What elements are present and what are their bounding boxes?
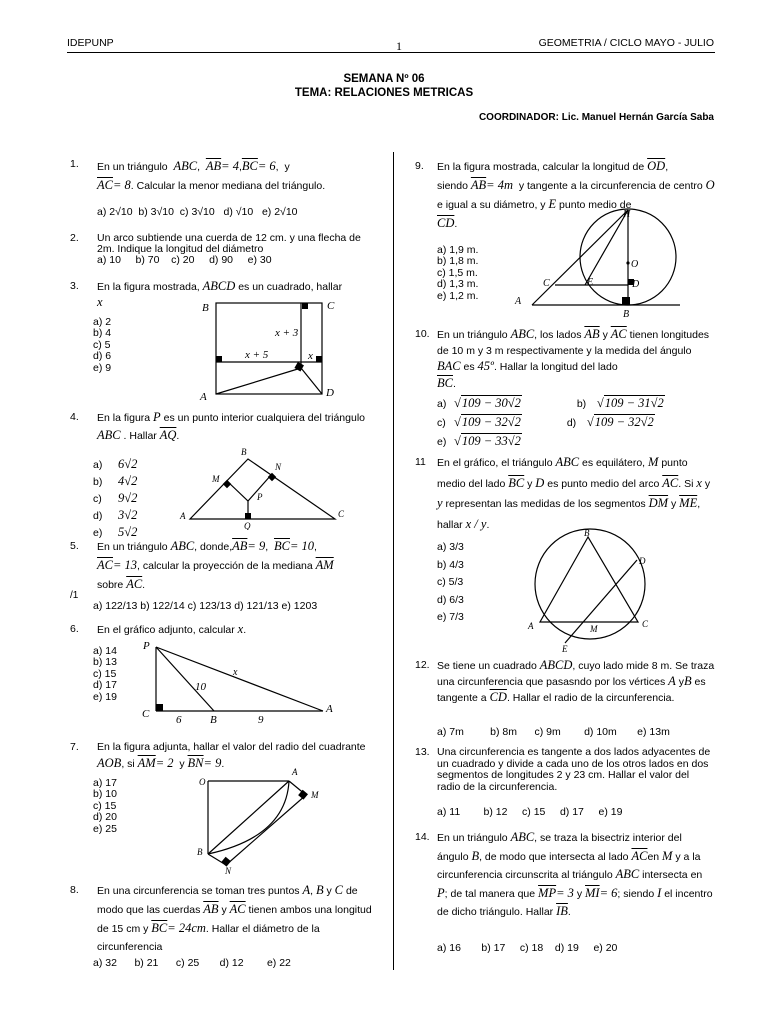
q9-label-E: E: [587, 277, 594, 288]
header-left: IDEPUNP: [67, 37, 114, 49]
q3-figure: [195, 298, 345, 404]
q6-label-P: P: [143, 640, 150, 652]
question-13: 13. Una circunferencia es tangente a dos lados adyacentes de un cuadrado y divide a cada uno de los otros lados en dos segmentos de longitudes 2 y 23 cm. Hallar el valor del radio de la circunferencia.: [415, 746, 711, 793]
q11-label-D: D: [639, 556, 646, 566]
q11-label-B: B: [584, 528, 590, 538]
q6-label-A: A: [326, 703, 333, 715]
coordinator: COORDINADOR: Lic. Manuel Hernán García Saba: [478, 112, 714, 123]
q1-options: a) 2√10 b) 3√10 c) 3√10 d) √10 e) 2√10: [97, 206, 298, 218]
question-9: 9. En la figura mostrada, calcular la longitud de $\overline{OD}$, siendo $\overline{AB}= 4m$ y tangente a la circunferencia de centro O e igual a su diámetro, y E punto medio de $\overline{CD}$.: [415, 159, 715, 230]
q11-figure: [520, 527, 660, 655]
question-8: 8. En una circunferencia se toman tres puntos A, B y C de modo que las cuerdas $\overline{AB}$ y $\overline{AC}$ tienen ambos una longitud de 15 cm y $\overline{BC}= 24cm$. Hallar el diámetro de la circunferencia: [70, 883, 372, 953]
q4-label-C: C: [338, 509, 345, 519]
q4-label-Q: Q: [244, 521, 251, 530]
question-12: 12. Se tiene un cuadrado ABCD, cuyo lado mide 8 m. Se traza una circunferencia que pasasndo por los vértices A yB es tangente a $\overline{CD}$. Hallar el radio de la circunferencia.: [415, 658, 715, 704]
q5-stray-mark: /1: [70, 590, 79, 601]
q6-label-6: 6: [176, 714, 182, 726]
q7-label-O: O: [199, 777, 206, 787]
q3-label-A: A: [200, 391, 207, 403]
q7-figure: [193, 767, 328, 875]
q11-options: a) 3/3 b) 4/3 c) 5/3 d) 6/3 e) 7/3: [437, 541, 464, 623]
question-1: 1. En un triángulo ABC, $\overline{AB}= 4,\overline{BC}= 6$, y $\overline{AC}= 8$. Calcular la menor mediana del triángulo. a) 2√10 b) 3√10 c) 3√10 d) √10 e) 2√10: [70, 157, 372, 220]
week-title: SEMANA Nº 06: [343, 73, 425, 85]
q7-label-M: M: [311, 790, 319, 800]
header-rule: [67, 52, 715, 53]
q6-options: a) 14 b) 13 c) 15 d) 17 e) 19: [93, 645, 117, 703]
q3-options: a) 2 b) 4 c) 5 d) 6 e) 9: [93, 316, 112, 374]
q10-options: a) √109 − 30√2 b) √109 − 31√2 c) √109 − 32√2 d) √109 − 32√2 e) √109 − 33√2: [437, 396, 664, 448]
q12-options: a) 7m b) 8m c) 9m d) 10m e) 13m: [437, 726, 670, 738]
q3-label-C: C: [327, 300, 335, 312]
q4-figure: [175, 444, 350, 530]
q6-label-x: x: [233, 667, 238, 678]
question-5: 5. En un triángulo ABC, $donde,\overline{AB}= 9$, $\overline{BC}= 10$, $\overline{AC}= 13$, calcular la proyección de la mediana $\overline{AM}$ sobre $\overline{AC}$.: [70, 539, 334, 591]
question-6: 6. En el gráfico adjunto, calcular x.: [70, 622, 247, 636]
q7-label-N: N: [225, 866, 232, 875]
q6-label-10: 10: [195, 681, 206, 693]
q6-figure: [138, 637, 343, 727]
q3-label-B: B: [202, 302, 209, 314]
topic-title: TEMA: RELACIONES METRICAS: [294, 87, 474, 99]
q5-options: a) 122/13 b) 122/14 c) 123/13 d) 121/13 e) 1203: [93, 600, 318, 612]
q3-label-x5: x + 5: [245, 349, 269, 361]
q3-label-x: x: [308, 350, 313, 362]
q9-label-O: O: [631, 259, 639, 270]
q7-options: a) 17 b) 10 c) 15 d) 20 e) 25: [93, 777, 117, 835]
q13-options: a) 11 b) 12 c) 15 d) 17 e) 19: [437, 806, 623, 818]
question-4: 4. En la figura P es un punto interior cualquiera del triángulo ABC . Hallar $\overline{AQ}$.: [70, 410, 365, 442]
column-divider: [393, 152, 394, 970]
q11-label-A: A: [528, 621, 534, 631]
q4-options: a) 6√2 b) 4√2 c) 9√2 d) 3√2 e) 5√2: [93, 457, 138, 539]
q7-label-A: A: [292, 767, 298, 777]
question-3: 3. En la figura mostrada, ABCD es un cuadrado, hallar x: [70, 279, 343, 309]
q7-label-B: B: [197, 847, 203, 857]
q3-label-x3: x + 3: [275, 327, 299, 339]
q4-label-A: A: [180, 511, 186, 521]
q4-label-P: P: [257, 492, 263, 502]
q8-options: a) 32 b) 21 c) 25 d) 12 e) 22: [93, 957, 291, 969]
q4-label-M: M: [212, 474, 220, 484]
q9-label-C: C: [543, 278, 550, 289]
q9-figure: [510, 205, 710, 320]
q9-label-D: D: [632, 279, 640, 290]
q11-label-E: E: [562, 644, 568, 654]
q11-label-M: M: [590, 624, 598, 634]
q4-label-B: B: [241, 447, 247, 457]
q4-label-N: N: [275, 462, 282, 472]
question-10: 10. En un triángulo ABC, los lados $\overline{AB}$ y $\overline{AC}$ tienen longitudes de 10 m y 3 m respectivamente y la medida del ángulo BAC es 45º. Hallar la longitud del lado $\overline{BC}$.: [415, 327, 710, 390]
q3-label-D: D: [326, 387, 334, 399]
q9-label-B: B: [623, 309, 630, 320]
q2-options: a) 10 b) 70 c) 20 d) 90 e) 30: [97, 254, 272, 266]
header-right: GEOMETRIA / CICLO MAYO - JULIO: [538, 37, 714, 49]
question-2: 2. Un arco subtiende una cuerda de 12 cm. y una flecha de 2m. Indique la longitud del diámetro a) 10 b) 70 c) 20 d) 90 e) 30: [70, 233, 372, 266]
q9-label-H: H: [623, 209, 631, 220]
q6-label-C: C: [142, 708, 150, 720]
q6-label-9: 9: [258, 714, 264, 726]
q11-label-C: C: [642, 619, 649, 629]
q9-label-A: A: [515, 296, 522, 307]
question-7: 7. En la figura adjunta, hallar el valor del radio del cuadrante AOB, si $\overline{AM}= 2$ y $\overline{BN}= 9$.: [70, 741, 366, 770]
q9-options: a) 1,9 m. b) 1,8 m. c) 1,5 m. d) 1,3 m. e) 1,2 m.: [437, 244, 479, 302]
page-number: 1: [396, 39, 402, 53]
q14-options: a) 16 b) 17 c) 18 d) 19 e) 20: [437, 942, 618, 954]
question-11: 11 En el gráfico, el triángulo ABC es equilátero, M punto medio del lado $\overline{BC}$ y D es punto medio del arco $\overline{AC}$. Si x y y representan las medidas de los segmentos $\overline{DM}$ y $\overline{ME}$, hallar x / y.: [415, 455, 711, 531]
q6-label-B: B: [210, 714, 217, 726]
question-14: 14. En un triángulo ABC, se traza la bisectriz interior del ángulo B, de modo que intersecta al lado $\overline{AC}en$ M y a la circunferencia circunscrita al triángulo ABC intersecta en P; de tal manera que $\overline{MP}= 3$ y $\overline{MI}= 6$; siendo I el incentro de dicho triángulo. Hallar $\overline{IB}$.: [415, 830, 713, 918]
